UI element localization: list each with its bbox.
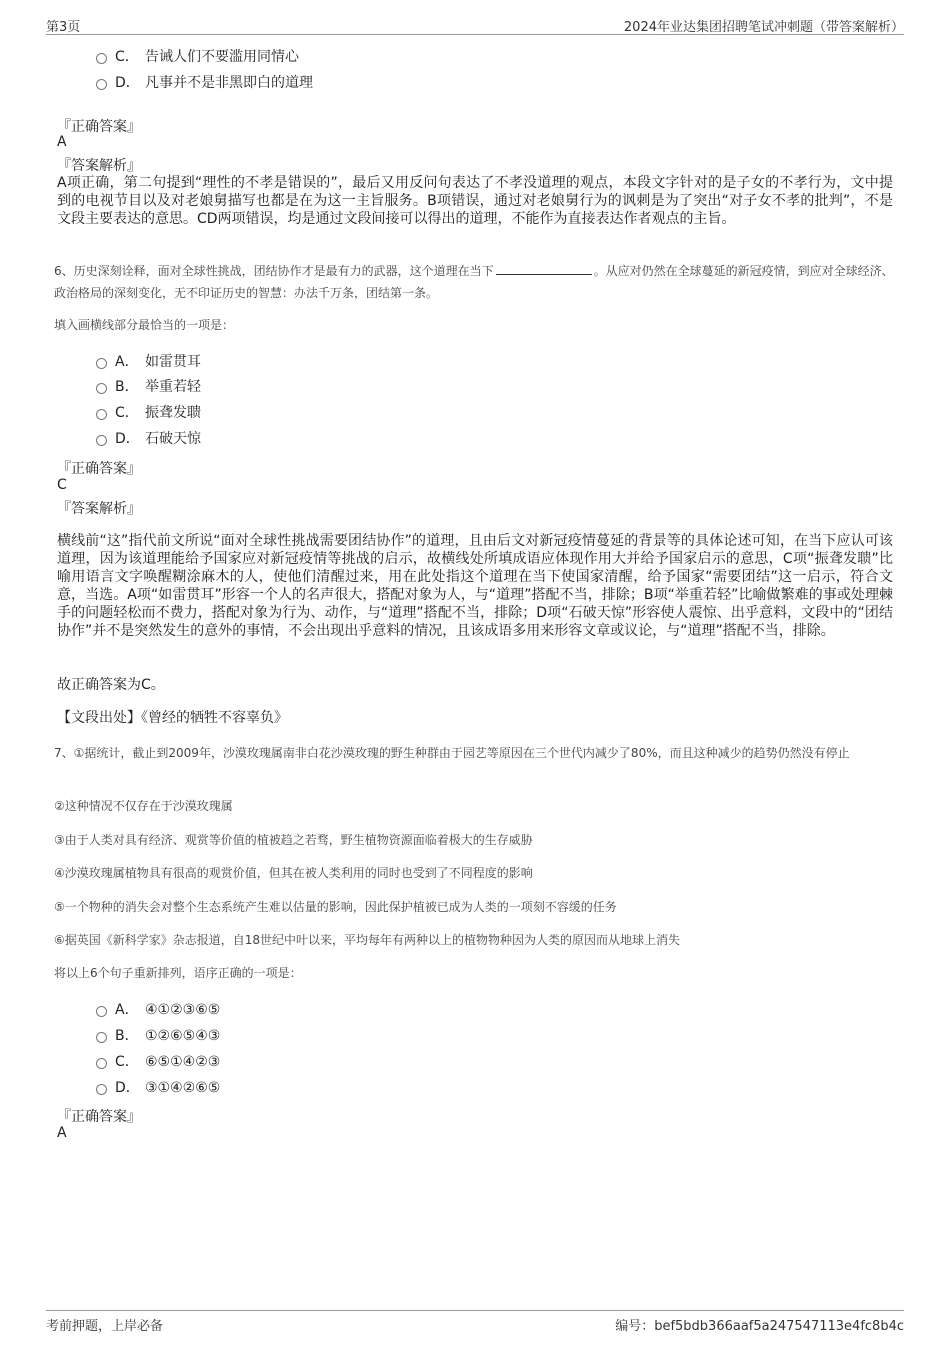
q6-analysis-label: 『答案解析』 (57, 501, 141, 517)
q6-stem: 6、历史深刻诠释，面对全球性挑战，团结协作才是最有力的武器，这个道理在当下 。从应对仍然在全球蔓延的新冠疫情，到应对全球经济、政治格局的深刻变化，无不印证历史的智慧：办法千万条，团结第一条。 (54, 264, 894, 300)
radio-icon[interactable] (96, 383, 107, 394)
document-code: 编号：bef5bdb366aaf5a247547113e4fc8b4c (615, 1319, 904, 1334)
page-number: 第3页 (46, 20, 81, 35)
q5-analysis: A项正确，第二句提到“理性的不孝是错误的”，最后又用反问句表达了不孝没道理的观点，本段文字针对的是子女的不孝行为，文中提到的电视节目以及对老娘舅描写也都是在为这一主旨服务。B项错误，通过对老娘舅行为的讽刺是为了突出“对子女不孝的批判”，不是文段主要表达的意思。CD两项错误，均是通过文段间接可以得出的道理，不能作为直接表达作者观点的主旨。 (57, 175, 893, 227)
q7-sentence-6: ⑥据英国《新科学家》杂志报道，自18世纪中叶以来，平均每年有两种以上的植物物种因为人类的原因而从地球上消失 (54, 933, 681, 947)
q5-answer-label: 『正确答案』 (57, 119, 141, 135)
footer-slogan: 考前押题，上岸必备 (46, 1319, 164, 1334)
q7-option-d[interactable]: D． ③①④②⑥⑤ (96, 1078, 220, 1098)
q7-sentence-4: ④沙漠玫瑰属植物具有很高的观赏价值，但其在被人类利用的同时也受到了不同程度的影响 (54, 866, 533, 880)
q7-option-b[interactable]: B． ①②⑥⑤④③ (96, 1026, 220, 1046)
radio-icon[interactable] (96, 1006, 107, 1017)
q7-answer: A (57, 1125, 67, 1141)
page-header (46, 16, 904, 35)
q5-option-d[interactable]: D． 凡事并不是非黑即白的道理 (96, 73, 313, 93)
radio-icon[interactable] (96, 358, 107, 369)
q6-prompt: 填入画横线部分最恰当的一项是： (54, 318, 235, 332)
q6-conclusion: 故正确答案为C。 (57, 677, 165, 693)
q6-option-d[interactable]: D． 石破天惊 (96, 429, 201, 449)
radio-icon[interactable] (96, 409, 107, 420)
document-title: 2024年业达集团招聘笔试冲刺题（带答案解析） (623, 20, 904, 35)
q6-source: 【文段出处】《曾经的牺牲不容辜负》 (57, 710, 288, 726)
q6-option-a[interactable]: A． 如雷贯耳 (96, 352, 201, 372)
q7-answer-label: 『正确答案』 (57, 1109, 141, 1125)
q6-answer: C (57, 477, 67, 493)
q7-prompt: 将以上6个句子重新排列，语序正确的一项是： (54, 966, 302, 980)
q7-sentence-3: ③由于人类对具有经济、观赏等价值的植被趋之若骛，野生植物资源面临着极大的生存威胁 (54, 833, 533, 847)
radio-icon[interactable] (96, 1058, 107, 1069)
page-footer (46, 1310, 904, 1334)
q6-option-c[interactable]: C． 振聋发聩 (96, 403, 201, 423)
q5-analysis-label: 『答案解析』 (57, 158, 141, 174)
answer-blank (496, 262, 592, 275)
radio-icon[interactable] (96, 79, 107, 90)
q7-sentence-5: ⑤一个物种的消失会对整个生态系统产生难以估量的影响，因此保护植被已成为人类的一项刻不容缓的任务 (54, 900, 617, 914)
q6-option-b[interactable]: B． 举重若轻 (96, 377, 201, 397)
radio-icon[interactable] (96, 435, 107, 446)
q7-option-c[interactable]: C． ⑥⑤①④②③ (96, 1052, 220, 1072)
q6-analysis: 横线前“这”指代前文所说“面对全球性挑战需要团结协作”的道理，且由后文对新冠疫情蔓延的背景等的具体论述可知，在当下应认可该道理，因为该道理能给予国家应对新冠疫情等挑战的启示，故横线处所填成语应体现作用大并给予国家启示的意思，C项“振聋发聩”比喻用语言文字唤醒糊涂麻木的人，使他们清醒过来，用在此处指这个道理在当下使国家清醒，给予国家“需要团结”这一启示，符合文意，当选。A项“如雷贯耳”形容一个人的名声很大，搭配对象为人，与“道理”搭配不当，排除；B项“举重若轻”比喻做繁难的事或处理棘手的问题轻松而不费力，搭配对象为行为、动作，与“道理”搭配不当，排除；D项“石破天惊”形容使人震惊、出乎意料，文段中的“团结协作”并不是突然发生的意外的事情，不会出现出乎意料的情况，且该成语多用来形容文章或议论，与“道理”搭配不当，排除。 (57, 533, 893, 639)
q5-answer: A (57, 134, 67, 150)
q5-option-c[interactable]: C． 告诫人们不要滥用同情心 (96, 47, 299, 67)
q7-stem: 7、①据统计，截止到2009年，沙漠玫瑰属南非白花沙漠玫瑰的野生种群由于园艺等原因在三个世代内减少了80%，而且这种减少的趋势仍然没有停止 (54, 746, 850, 760)
radio-icon[interactable] (96, 53, 107, 64)
radio-icon[interactable] (96, 1032, 107, 1043)
radio-icon[interactable] (96, 1084, 107, 1095)
q7-sentence-2: ②这种情况不仅存在于沙漠玫瑰属 (54, 799, 233, 813)
q6-answer-label: 『正确答案』 (57, 461, 141, 477)
q7-option-a[interactable]: A． ④①②③⑥⑤ (96, 1000, 220, 1020)
